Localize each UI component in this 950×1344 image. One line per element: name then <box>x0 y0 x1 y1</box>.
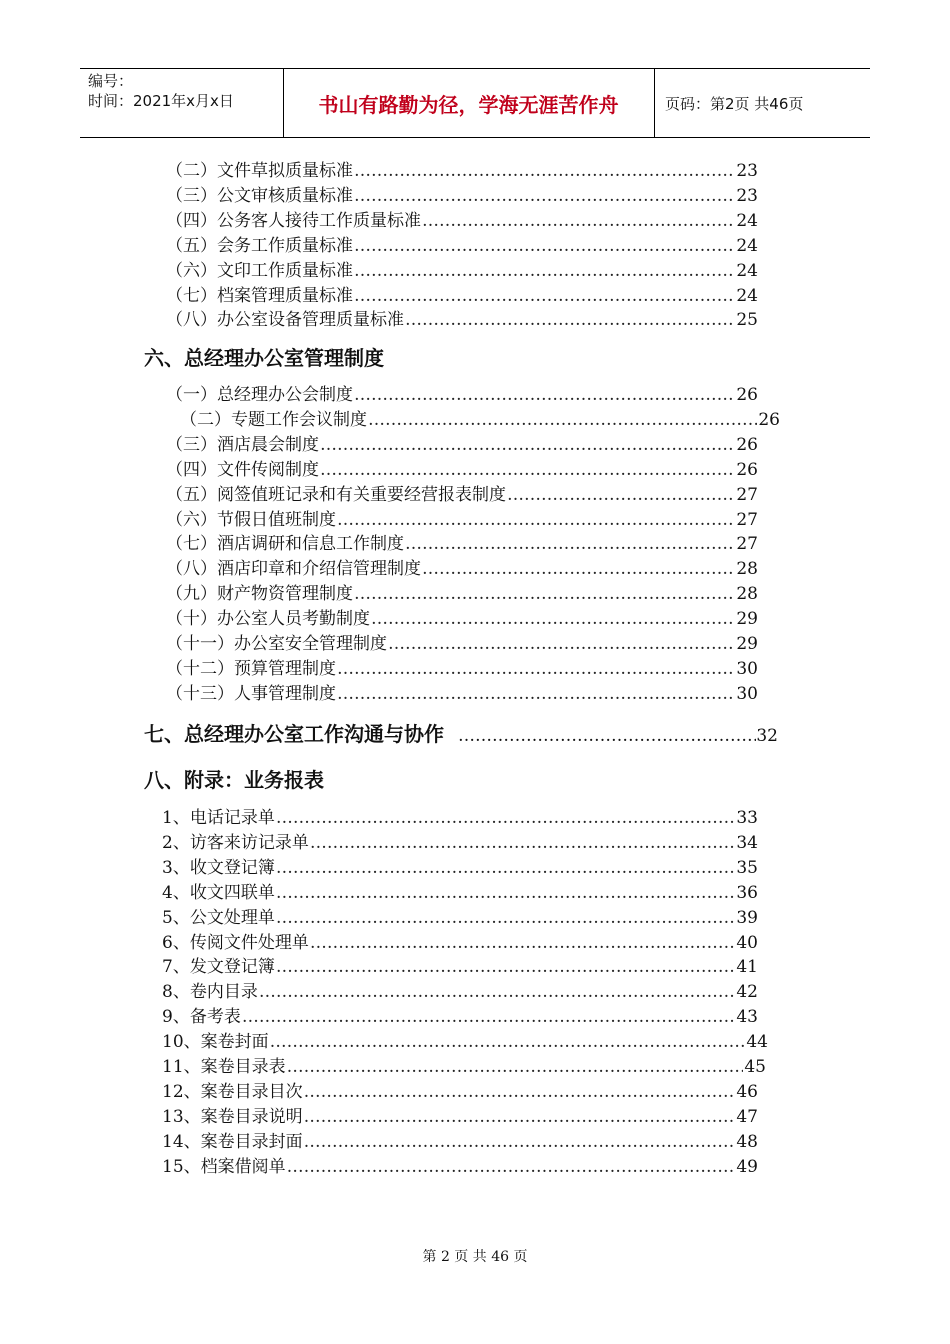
toc-entry-label: （三）酒店晨会制度 <box>166 434 319 455</box>
header-motto: 书山有路勤为径，学海无涯苦作舟 <box>318 92 619 117</box>
toc-entry-page: 28 <box>736 584 758 605</box>
leader-dots <box>337 508 735 532</box>
toc-entry[interactable] <box>166 259 758 283</box>
toc-entry[interactable] <box>162 1155 758 1179</box>
leader-dots <box>242 1005 736 1029</box>
leader-dots <box>287 1155 736 1179</box>
leader-dots <box>276 881 736 905</box>
toc-entry-label: （二）文件草拟质量标准 <box>166 161 353 181</box>
section-7-heading <box>144 718 778 747</box>
leader-dots <box>287 1055 744 1079</box>
time-label: 时间：2021年x月x日 <box>88 92 234 110</box>
toc-entry-page: 40 <box>736 932 758 953</box>
toc-entry[interactable] <box>162 806 758 830</box>
leader-dots <box>422 209 735 233</box>
toc-entry[interactable] <box>166 433 758 457</box>
toc-entry[interactable] <box>162 1080 758 1104</box>
toc-entry-label: 8、卷内目录 <box>162 982 258 1003</box>
toc-entry-page: 26 <box>758 410 780 430</box>
header-divider <box>654 69 655 137</box>
toc-entry-page: 29 <box>736 634 758 654</box>
toc-entry-page: 30 <box>736 658 758 679</box>
toc-entry-label: （五）会务工作质量标准 <box>166 235 353 256</box>
section-6-heading: 六、总经理办公室管理制度 <box>144 346 384 370</box>
toc-entry[interactable] <box>166 582 758 606</box>
leader-dots <box>368 408 757 432</box>
toc-entry-page: 39 <box>736 907 758 928</box>
toc-entry-label: （七）档案管理质量标准 <box>166 285 353 306</box>
toc-entry-page: 49 <box>736 1156 758 1177</box>
toc-entry[interactable] <box>162 831 758 855</box>
page-header <box>80 68 870 138</box>
leader-dots <box>270 1030 746 1054</box>
leader-dots <box>354 234 735 258</box>
toc-entry-page: 23 <box>736 161 758 181</box>
toc-entry-label: 3、收文登记簿 <box>162 857 275 878</box>
toc-entry[interactable] <box>162 881 758 905</box>
leader-dots <box>304 1130 736 1154</box>
toc-entry-label: （四）文件传阅制度 <box>166 459 319 480</box>
toc-entry-label: （八）酒店印章和介绍信管理制度 <box>166 559 421 580</box>
toc-entry-label: 2、访客来访记录单 <box>162 832 309 853</box>
toc-entry-label: 12、案卷目录目次 <box>162 1081 303 1102</box>
toc-entry[interactable] <box>166 557 758 581</box>
toc-entry-page: 24 <box>736 260 758 281</box>
toc-entry-label: 4、收文四联单 <box>162 882 275 903</box>
toc-entry[interactable] <box>166 657 758 681</box>
toc-entry-page: 26 <box>736 385 758 405</box>
leader-dots <box>371 607 735 631</box>
toc-entry-page: 34 <box>736 832 758 853</box>
toc-entry-page: 41 <box>736 957 758 978</box>
leader-dots <box>354 259 735 283</box>
toc-entry[interactable] <box>166 483 758 507</box>
leader-dots <box>259 980 736 1004</box>
header-page-info: 页码：第2页 共46页 <box>665 94 804 113</box>
toc-entry-label: 10、案卷封面 <box>162 1032 269 1053</box>
toc-entry[interactable] <box>162 980 758 1004</box>
toc-entry-page: 33 <box>736 808 758 828</box>
toc-entry-label: 6、传阅文件处理单 <box>162 932 309 953</box>
toc-entry-page: 42 <box>736 982 758 1003</box>
leader-dots <box>276 856 736 880</box>
toc-entry[interactable] <box>162 955 758 979</box>
leader-dots <box>276 906 736 930</box>
toc-entry[interactable] <box>162 1005 758 1029</box>
toc-entry[interactable] <box>166 383 758 407</box>
toc-entry-label: （六）节假日值班制度 <box>166 509 336 530</box>
page-footer: 第 2 页 共 46 页 <box>422 1249 528 1265</box>
leader-dots <box>405 308 735 332</box>
toc-entry[interactable] <box>166 159 758 183</box>
toc-entry[interactable] <box>162 906 758 930</box>
toc-entry-page: 44 <box>746 1032 768 1053</box>
leader-dots <box>422 557 735 581</box>
toc-entry-page: 26 <box>736 434 758 455</box>
leader-dots <box>276 955 736 979</box>
leader-dots <box>354 582 735 606</box>
toc-entry-label: （二）专题工作会议制度 <box>180 410 367 430</box>
toc-entry-page: 23 <box>736 185 758 206</box>
leader-dots <box>337 682 735 706</box>
section-7-page: 32 <box>756 726 778 746</box>
toc-entry-page: 27 <box>736 509 758 530</box>
leader-dots <box>388 632 735 656</box>
header-meta <box>88 71 234 111</box>
toc-entry-page: 24 <box>736 210 758 231</box>
toc-entry-page: 36 <box>736 882 758 903</box>
leader-dots <box>310 931 736 955</box>
leader-dots <box>320 433 735 457</box>
leader-dots <box>304 1105 736 1129</box>
toc-entry-label: 13、案卷目录说明 <box>162 1106 303 1127</box>
toc-entry[interactable] <box>166 308 758 332</box>
leader-dots <box>337 657 735 681</box>
toc-entry[interactable] <box>166 682 758 706</box>
toc-entry-page: 24 <box>736 285 758 306</box>
toc-entry-label: 14、案卷目录封面 <box>162 1131 303 1152</box>
toc-entry-page: 45 <box>744 1057 766 1077</box>
toc-entry-label: （十）办公室人员考勤制度 <box>166 609 370 630</box>
leader-dots <box>276 806 736 830</box>
toc-entry-page: 30 <box>736 683 758 704</box>
toc-entry[interactable] <box>162 1130 758 1154</box>
toc-entry-label: （八）办公室设备管理质量标准 <box>166 310 404 331</box>
leader-dots <box>507 483 735 507</box>
toc-entry[interactable] <box>166 532 758 556</box>
leader-dots <box>304 1080 736 1104</box>
toc-entry[interactable] <box>166 607 758 631</box>
toc-entry-label: （十二）预算管理制度 <box>166 658 336 679</box>
toc-entry-label: （三）公文审核质量标准 <box>166 185 353 206</box>
section-8-heading: 八、附录：业务报表 <box>144 768 324 792</box>
leader-dots <box>320 458 735 482</box>
leader-dots <box>354 383 735 407</box>
toc-entry-label: 1、电话记录单 <box>162 808 275 828</box>
toc-entry-page: 35 <box>736 857 758 878</box>
toc-entry[interactable] <box>162 1105 758 1129</box>
toc-entry[interactable] <box>166 632 758 656</box>
toc-entry-label: 11、案卷目录表 <box>162 1057 286 1077</box>
leader-dots <box>354 184 735 208</box>
leader-dots <box>310 831 736 855</box>
toc-entry-page: 46 <box>736 1081 758 1102</box>
toc-entry-label: （七）酒店调研和信息工作制度 <box>166 534 404 555</box>
toc-entry[interactable] <box>162 1030 768 1054</box>
toc-entry-label: （九）财产物资管理制度 <box>166 584 353 605</box>
toc-entry-label: 15、档案借阅单 <box>162 1156 286 1177</box>
toc-entry[interactable] <box>166 184 758 208</box>
toc-entry-label: （五）阅签值班记录和有关重要经营报表制度 <box>166 484 506 505</box>
toc-entry[interactable] <box>162 1055 766 1079</box>
toc-entry[interactable] <box>166 458 758 482</box>
toc-entry-page: 26 <box>736 459 758 480</box>
toc-entry[interactable] <box>166 209 758 233</box>
leader-dots <box>458 726 756 746</box>
toc-entry-label: 5、公文处理单 <box>162 907 275 928</box>
toc-entry[interactable] <box>166 508 758 532</box>
toc-entry[interactable] <box>166 284 758 308</box>
toc-entry[interactable] <box>162 856 758 880</box>
number-label: 编号： <box>88 72 134 90</box>
toc-entry-page: 29 <box>736 609 758 630</box>
toc-entry-page: 48 <box>736 1131 758 1152</box>
toc-entry[interactable] <box>166 234 758 258</box>
toc-entry-page: 25 <box>736 310 758 331</box>
toc-entry[interactable] <box>162 931 758 955</box>
leader-dots <box>354 159 735 183</box>
toc-entry-label: （一）总经理办公会制度 <box>166 385 353 405</box>
toc-entry-label: （十三）人事管理制度 <box>166 683 336 704</box>
toc-entry-label: （四）公务客人接待工作质量标准 <box>166 210 421 231</box>
toc-entry-label: 9、备考表 <box>162 1007 241 1028</box>
toc-entry[interactable] <box>180 408 780 432</box>
leader-dots <box>405 532 735 556</box>
toc-entry-page: 24 <box>736 235 758 256</box>
toc-entry-page: 27 <box>736 484 758 505</box>
toc-entry-page: 27 <box>736 534 758 555</box>
toc-entry-page: 28 <box>736 559 758 580</box>
leader-dots <box>354 284 735 308</box>
toc-entry-label: （十一）办公室安全管理制度 <box>166 634 387 654</box>
section-7-title: 七、总经理办公室工作沟通与协作 <box>144 722 444 746</box>
toc-entry-page: 47 <box>736 1106 758 1127</box>
toc-entry-label: （六）文印工作质量标准 <box>166 260 353 281</box>
toc-entry-page: 43 <box>736 1007 758 1028</box>
toc-entry-label: 7、发文登记簿 <box>162 957 275 978</box>
